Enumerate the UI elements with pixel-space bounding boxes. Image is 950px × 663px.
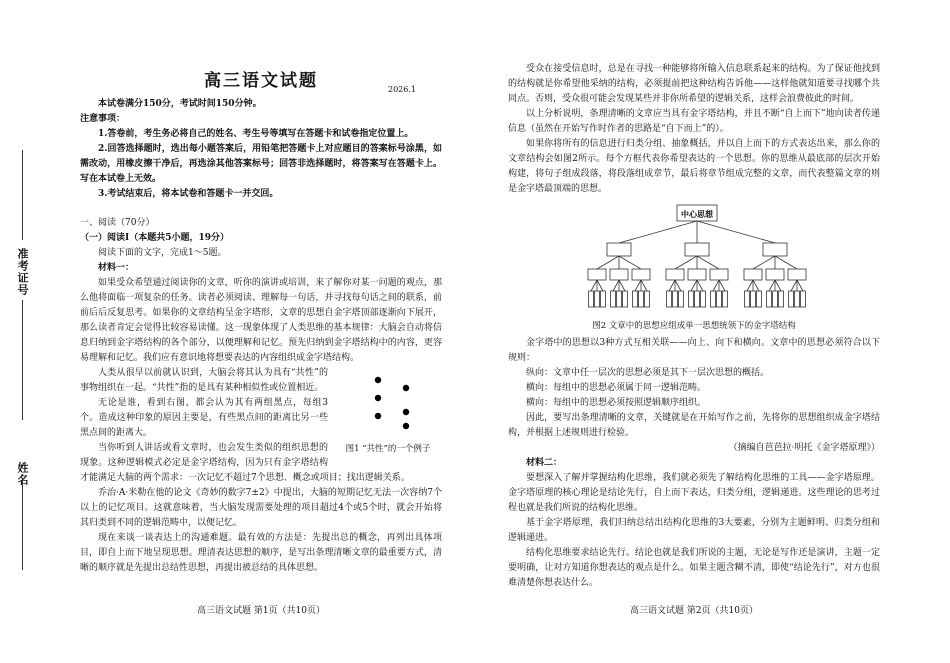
level-4-box — [767, 291, 772, 307]
figure-1-caption: 图1 “共性”的一个例子 — [345, 444, 431, 454]
level-4-box — [801, 291, 806, 307]
rule-item: 横向：每组中的思想必须属于同一逻辑范畴。 — [526, 383, 707, 393]
level-4-box — [633, 291, 638, 307]
level-2-box — [607, 243, 631, 256]
dot — [403, 409, 409, 415]
level-3-box — [788, 269, 806, 280]
exam-intro: 本试卷满分150分，考试时间150分钟。 — [98, 99, 262, 109]
body-paragraph: 乔治·A·米勒在他的论文《奇妙的数字7±2》中提出，大脑的短期记忆无法一次容纳7个以上的记忆项目。这就意味着，当大脑发现需要处理的项目超过4个或5个时，就会开始将其归类到不同的逻辑范畴中，以便记忆。 — [80, 488, 442, 528]
level-4-box — [745, 291, 750, 307]
level-4-box — [595, 291, 600, 307]
level-4-box — [645, 291, 650, 307]
page-1 — [80, 0, 442, 663]
exam-date: 2026.1 — [388, 85, 416, 94]
level-4-box — [773, 291, 778, 307]
subsection-heading: （一）阅读Ⅰ（本题共5小题，19分） — [80, 233, 229, 243]
page-2 — [508, 0, 880, 663]
level-4-box — [695, 291, 700, 307]
level-3-box — [688, 269, 706, 280]
level-4-box — [689, 291, 694, 307]
pyramid-diagram — [569, 203, 819, 313]
exam-number-line-lower — [22, 300, 23, 420]
body-paragraph: 金字塔中的思想以3种方式互相关联——向上、向下和横向。文章中的思想必须符合以下规则： — [508, 338, 880, 363]
dot — [375, 395, 381, 401]
body-paragraph: 因此，要写出条理清晰的文章，关键就是在开始写作之前，先将你的思想组织成金字塔结构，并根据上述规则进行检验。 — [508, 413, 880, 438]
page-footer: 高三语文试题 第1页（共10页） — [196, 606, 326, 616]
name-label: 姓名 — [16, 462, 29, 486]
body-paragraph: 人类从很早以前就认识到，大脑会将其认为具有“共性”的事物组织在一起。“共性”指的是具有某种相似性或位置相近。 — [80, 368, 328, 393]
body-paragraph: 要想深入了解并掌握结构化思维，我们就必须先了解结构化思维的工具——金字塔原理。金字塔原理的核心理论是结论先行，自上而下表达，归类分组，逻辑递进。这些理论的思考过程也就是我们所说的结构化思维。 — [508, 473, 880, 513]
body-paragraph: 受众在接受信息时，总是在寻找一种能够将所输入信息联系起来的结构。为了保证他找到的结构就是你希望他采纳的结构，必须提前把这种结构告诉他——这样他就知道要寻找哪个共同点。否则，受众很可能会发现某些并非你所希望的逻辑关系，这样会浪费彼此的时间。 — [508, 64, 880, 104]
level-4-box — [667, 291, 672, 307]
level-3-box — [766, 269, 784, 280]
level-3-box — [632, 269, 650, 280]
level-3-box — [588, 269, 606, 280]
level-3-box — [666, 269, 684, 280]
name-line — [22, 480, 23, 570]
body-paragraph: 如果你将所有的信息进行归类分组、抽象概括，并以自上而下的方式表达出来，那么你的文章结构会如图2所示。每个方框代表你希望表达的一个思想。你的思维从最底部的层次开始构建，将句子组成段落，将段落组成章节，最后将章节组成完整的文章，而代表整篇文章的则是金字塔最顶端的思想。 — [508, 139, 880, 194]
body-paragraph: 基于金字塔原理，我们归纳总结出结构化思维的3大要素，分别为主题鲜明、归类分组和逻辑递进。 — [508, 518, 880, 543]
level-4-box — [789, 291, 794, 307]
figure-2 — [508, 203, 880, 334]
level-4-box — [623, 291, 628, 307]
level-4-box — [673, 291, 678, 307]
central-idea-label: 中心思想 — [681, 210, 713, 219]
body-paragraph: 结构化思维要求结论先行。结论也就是我们所说的主题，无论是写作还是演讲，主题一定要明确，让对方知道你想表达的观点是什么。如果主题含糊不清，即使“结论先行”，对方也很难清楚你想表达什么。 — [508, 548, 880, 588]
level-4-box — [717, 291, 722, 307]
body-paragraph: 现在来谈一谈表达上的沟通难题。最有效的方法是：先提出总的概念，再列出具体项目，即自上而下地呈现思想。理清表达思想的顺序，是写出条理清晰文章的最重要方式，清晰的顺序就是先提出总结性思想，再提出被总结的具体思想。 — [80, 533, 442, 573]
body-paragraph: 如果受众希望通过阅读你的文章，听你的演讲或培训，来了解你对某一问题的观点，那么他将面临一项复杂的任务。读者必须阅读、理解每一句话，并寻找每句话之间的联系，前前后后反复思考。如果你的文章结构呈金字塔形，文章的思想自金字塔顶部逐渐向下展开，那么读者肯定会觉得比较容易读懂。这一现象体现了人类思维的基本规律：大脑会自动将信息归纳到金字塔结构的各个部分，以便理解和记忆。预先归纳到金字塔结构中的内容，更容易理解和记忆。我们应有意识地将想要表达的内容组织成金字塔结构。 — [80, 278, 442, 363]
exam-number-label: 准考证号 — [16, 248, 29, 296]
level-4-box — [711, 291, 716, 307]
level-2-box — [763, 243, 787, 256]
level-4-box — [723, 291, 728, 307]
reading-instruction: 阅读下面的文字，完成1～5题。 — [98, 248, 227, 258]
level-4-box — [611, 291, 616, 307]
level-4-box — [639, 291, 644, 307]
body-paragraph: 以上分析说明，条理清晰的文章应当具有金字塔结构，并且不断“自上而下”地向读者传递信息（虽然在开始写作时作者的思路是“自下而上”的）。 — [508, 109, 880, 134]
exam-title: 高三语文试题 — [204, 71, 318, 91]
level-2-box — [685, 243, 709, 256]
level-4-box — [617, 291, 622, 307]
level-4-box — [701, 291, 706, 307]
dot — [403, 385, 409, 391]
notice-item: 2.回答选择题时，选出每小题答案后，用铅笔把答题卡上对应题目的答案标号涂黑，如需改动，用橡皮擦干净后，再选涂其他答案标号；回答非选择题时，将答案写在答题卡上。写在本试卷上无效。 — [80, 144, 442, 184]
figure-2-caption: 图2 文章中的思想应组成单一思想统领下的金字塔结构 — [592, 321, 796, 331]
level-4-box — [601, 291, 606, 307]
level-3-box — [710, 269, 728, 280]
level-4-box — [795, 291, 800, 307]
body-paragraph: 当你听到人讲话或看文章时，也会发生类似的组织思想的现象。这种逻辑模式必定是金字塔结构，因为只有金字塔结构才能满足大脑的两个需求：一次记忆不超过7个思想、概念或项目；找出逻辑关系。 — [80, 443, 410, 483]
dot — [375, 413, 381, 419]
material-2-label: 材料二： — [526, 458, 563, 468]
notice-item: 3.考试结束后，将本试卷和答题卡一并交回。 — [98, 189, 279, 199]
notice-item: 1.答卷前，考生务必将自己的姓名、考生号等填写在答题卡和试卷指定位置上。 — [98, 129, 414, 139]
level-4-box — [589, 291, 594, 307]
section-heading: 一、阅读（70分） — [80, 218, 155, 228]
binding-margin — [0, 0, 60, 663]
level-3-box — [744, 269, 762, 280]
rule-item: 纵向：文章中任一层次的思想必须是其下一层次思想的概括。 — [526, 368, 770, 378]
level-4-box — [679, 291, 684, 307]
dots-diagram — [348, 368, 428, 442]
level-4-box — [757, 291, 762, 307]
body-paragraph: 无论是谁，看到右图，都会认为其有两组黑点，每组3个。造成这种印象的原因主要是，有些黑点间的距离比另一些黑点间的距离大。 — [80, 398, 328, 438]
figure-1 — [334, 368, 442, 457]
rule-item: 横向：每组中的思想必须按照逻辑顺序组织。 — [526, 398, 707, 408]
dot — [403, 423, 409, 429]
dot — [375, 377, 381, 383]
page-footer: 高三语文试题 第2页（共10页） — [629, 606, 759, 616]
source-citation: （摘编自芭芭拉·明托《金字塔原理》） — [728, 443, 880, 453]
level-3-box — [610, 269, 628, 280]
material-1-label: 材料一： — [98, 263, 135, 273]
level-4-box — [779, 291, 784, 307]
level-4-box — [751, 291, 756, 307]
exam-number-line — [22, 150, 23, 240]
notice-heading: 注意事项： — [80, 114, 126, 124]
